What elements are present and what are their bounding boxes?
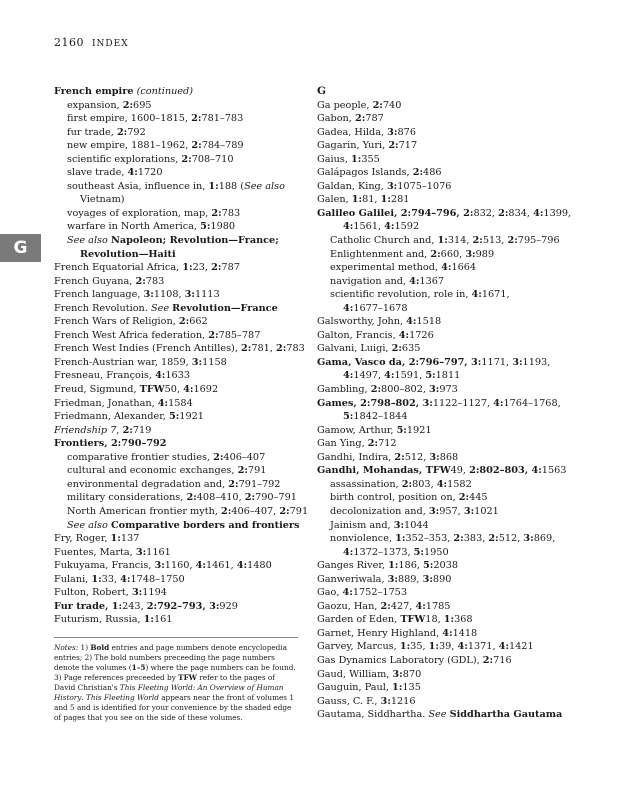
index-entry: 5:1842–1844 [343, 411, 408, 423]
index-entry: scientific explorations, 2:708–710 [67, 153, 234, 165]
index-entry: Garnet, Henry Highland, 4:1418 [317, 627, 478, 639]
index-entry: 4:1497, 4:1591, 5:1811 [343, 370, 461, 382]
index-entry: French language, 3:1108, 3:1113 [54, 289, 220, 301]
running-header [54, 36, 129, 49]
index-entry: Freud, Sigmund, TFW50, 4:1692 [54, 384, 219, 396]
index-entry: comparative frontier studies, 2:406–407 [67, 451, 266, 463]
index-entry: 4:1372–1373, 5:1950 [343, 546, 449, 558]
index-entry: warfare in North America, 5:1980 [67, 221, 236, 233]
index-entry: decolonization and, 3:957, 3:1021 [330, 505, 499, 517]
index-entry: Galápagos Islands, 2:486 [317, 167, 442, 179]
index-entry: voyages of exploration, map, 2:783 [67, 207, 241, 219]
index-entry: Gama, Vasco da, 2:796–797, 3:1171, 3:1193, [317, 356, 551, 368]
index-entry: Fukuyama, Francis, 3:1160, 4:1461, 4:1480 [54, 560, 272, 572]
index-entry: Ganweriwala, 3:889, 3:890 [317, 573, 452, 585]
index-entry: French Revolution. See Revolution—France [54, 302, 278, 314]
index-entry: scientific revolution, role in, 4:1671, [330, 289, 510, 301]
index-entry: expansion, 2:695 [67, 99, 152, 111]
index-entry: Gan Ying, 2:712 [317, 438, 397, 450]
index-entry: Vietnam) [80, 194, 125, 206]
index-entry: Galdan, King, 3:1075–1076 [317, 180, 452, 192]
index-entry: Enlightenment and, 2:660, 3:989 [330, 248, 495, 260]
section-heading: G [317, 85, 326, 97]
index-entry: Frontiers, 2:790–792 [54, 438, 167, 450]
index-entry: Gadea, Hilda, 3:876 [317, 126, 416, 138]
index-entry: assassination, 2:803, 4:1582 [330, 478, 472, 490]
index-entry: Gas Dynamics Laboratory (GDL), 2:716 [317, 654, 512, 666]
notes-box: Notes: 1) Bold entries and page numbers denote encyclopedia entries; 2) The bold numbers preceeding the page numbers denote the volumes (1–5) where the page numbers can be found. 3) Page references preceeded by TFW refer to the pages of David Christian's This Fleeting World: An Overview of Human History. This Fleeting World appears near the front of volumes 1 and 5 and is identified for your convenience by the shaded edge of pages that you see on the side of these volumes. [54, 637, 298, 723]
index-entry: military considerations, 2:408–410, 2:790–791 [67, 492, 297, 504]
index-entry: Galton, Francis, 4:1726 [317, 329, 434, 341]
index-entry: French empire (continued) [54, 86, 194, 97]
index-entry: Friedman, Jonathan, 4:1584 [54, 397, 193, 409]
index-entry: Gabon, 2:787 [317, 113, 384, 125]
index-column-left [54, 85, 309, 627]
index-entry: Games, 2:798–802, 3:1122–1127, 4:1764–1768, [317, 397, 561, 409]
index-entry: 4:1561, 4:1592 [343, 221, 420, 233]
index-entry: first empire, 1600–1815, 2:781–783 [67, 113, 244, 125]
index-entry: Friedmann, Alexander, 5:1921 [54, 411, 204, 423]
index-entry: environmental degradation and, 2:791–792 [67, 478, 281, 490]
page-number: 2160 [54, 36, 84, 49]
index-entry: Fur trade, 1:243, 2:792–793, 3:929 [54, 600, 238, 612]
index-entry: slave trade, 4:1720 [67, 167, 163, 179]
index-entry: French-Austrian war, 1859, 3:1158 [54, 356, 227, 368]
index-entry: Gauguin, Paul, 1:135 [317, 682, 421, 694]
index-entry: Jainism and, 3:1044 [330, 519, 429, 531]
index-entry: Gagarin, Yuri, 2:717 [317, 140, 418, 152]
index-entry: Galsworthy, John, 4:1518 [317, 316, 442, 328]
index-entry: Gambling, 2:800–802, 3:973 [317, 384, 458, 396]
index-entry: Futurism, Russia, 1:161 [54, 614, 173, 626]
index-entry: French West Indies (French Antilles), 2:781, 2:783 [54, 343, 305, 355]
index-entry: Garden of Eden, TFW18, 1:368 [317, 614, 473, 626]
index-entry: southeast Asia, influence in, 1:188 (See also [67, 180, 285, 192]
index-entry: French Guyana, 2:783 [54, 275, 165, 287]
index-entry: Galvani, Luigi, 2:635 [317, 343, 421, 355]
index-entry: birth control, position on, 2:445 [330, 492, 488, 504]
index-entry: experimental method, 4:1664 [330, 262, 477, 274]
index-entry: Gaius, 1:355 [317, 153, 380, 165]
index-entry: Catholic Church and, 1:314, 2:513, 2:795–796 [330, 235, 560, 247]
index-entry: Gautama, Siddhartha. See Siddhartha Gautama [317, 709, 563, 721]
index-entry: cultural and economic exchanges, 2:791 [67, 465, 267, 477]
index-entry: Galileo Galilei, 2:794–796, 2:832, 2:834, 4:1399, [317, 207, 572, 219]
index-entry: Galen, 1:81, 1:281 [317, 194, 410, 206]
index-entry: Ga people, 2:740 [317, 99, 402, 111]
index-entry: Fry, Roger, 1:137 [54, 533, 140, 545]
index-entry: Gandhi, Indira, 2:512, 3:868 [317, 451, 459, 463]
index-entry: Fulani, 1:33, 4:1748–1750 [54, 573, 185, 585]
index-entry: French West Africa federation, 2:785–787 [54, 329, 261, 341]
index-entry: new empire, 1881–1962, 2:784–789 [67, 140, 244, 152]
index-entry: Gaud, William, 3:870 [317, 668, 422, 680]
index-entry: See also Comparative borders and frontiers [67, 519, 300, 531]
index-entry: Friendship 7, 2:719 [54, 424, 152, 436]
index-entry: Gao, 4:1752–1753 [317, 587, 407, 599]
index-entry: Revolution—Haiti [80, 248, 176, 260]
index-entry: Ganges River, 1:186, 5:2038 [317, 560, 459, 572]
index-entry: Gandhi, Mohandas, TFW49, 2:802–803, 4:1563 [317, 465, 567, 477]
index-entry: 4:1677–1678 [343, 302, 408, 314]
index-entry: Gaozu, Han, 2:427, 4:1785 [317, 600, 451, 612]
index-entry: French Wars of Religion, 2:662 [54, 316, 208, 328]
header-label: INDEX [92, 39, 129, 49]
index-entry: French Equatorial Africa, 1:23, 2:787 [54, 262, 240, 274]
section-tab-letter: G [13, 238, 28, 258]
index-entry: Fresneau, François, 4:1633 [54, 370, 191, 382]
index-entry: navigation and, 4:1367 [330, 275, 445, 287]
index-entry: fur trade, 2:792 [67, 126, 146, 138]
index-entry: North American frontier myth, 2:406–407, 2:791 [67, 505, 309, 517]
index-entry: Gauss, C. F., 3:1216 [317, 695, 416, 707]
index-entry: See also Napoleon; Revolution—France; [67, 235, 279, 247]
index-entry: Fulton, Robert, 3:1194 [54, 587, 167, 599]
index-entry: Gamow, Arthur, 5:1921 [317, 424, 432, 436]
index-entry: nonviolence, 1:352–353, 2:383, 2:512, 3:869, [330, 533, 556, 545]
index-entry: Garvey, Marcus, 1:35, 1:39, 4:1371, 4:1421 [317, 641, 534, 653]
index-entry: Fuentes, Marta, 3:1161 [54, 546, 171, 558]
index-column-right [317, 85, 577, 722]
